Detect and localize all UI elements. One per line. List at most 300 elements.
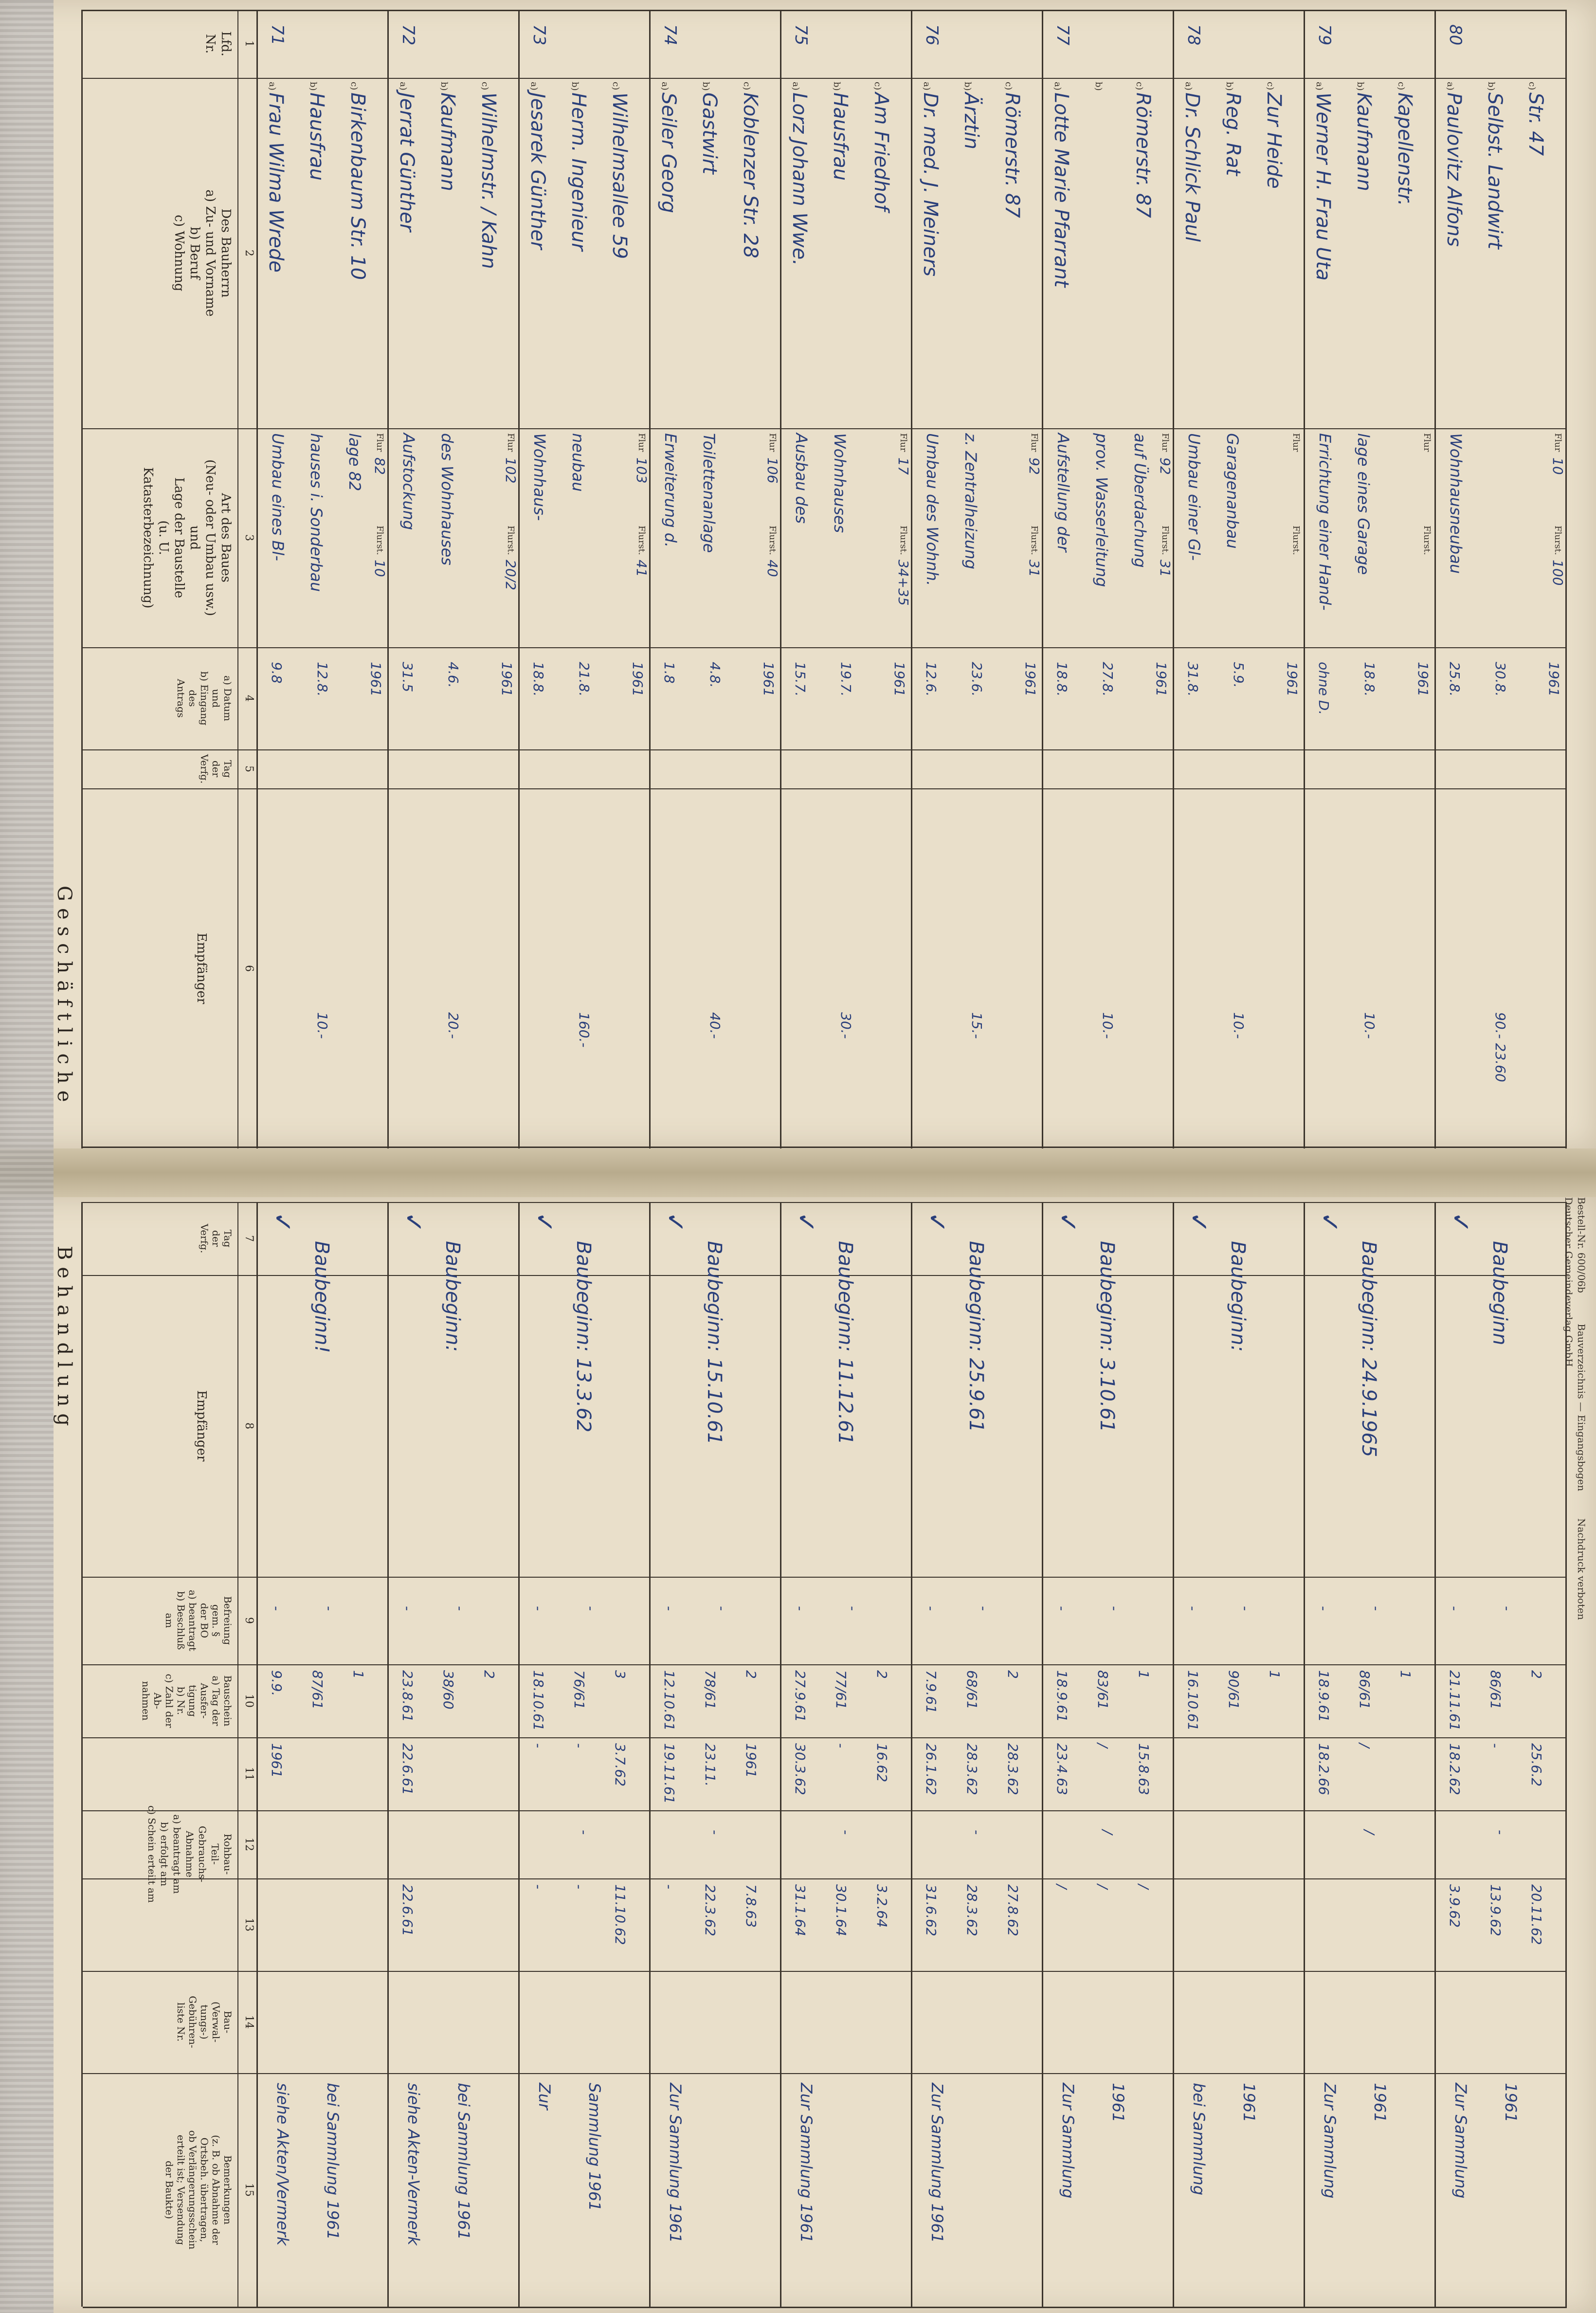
- header-col1: Lfd.: [218, 31, 233, 56]
- bauschein: 76/61: [571, 1670, 588, 1710]
- field-letter: b): [1224, 82, 1235, 91]
- rohbau-abnahme: 28.3.62: [964, 1743, 980, 1795]
- col-rule-c15: [83, 2073, 1567, 2074]
- gebrauchs-abnahme: 28.3.62: [964, 1884, 980, 1936]
- art-des-baues: Umbau des Wohnh.: [923, 433, 942, 586]
- header-col5: der: [210, 760, 222, 778]
- field-letter: a): [529, 82, 539, 91]
- colnum-rule-right: [237, 1202, 238, 2307]
- header-col14: Gebühren-: [187, 1996, 199, 2048]
- col-number: 5: [243, 765, 255, 772]
- bauherr-b: Selbst. Landwirt: [1484, 92, 1506, 249]
- header-col2: c) Wohnung: [172, 215, 186, 291]
- gebrauchs-abnahme: -: [571, 1884, 588, 1890]
- antrag-datum: 15.7.: [792, 662, 808, 697]
- behandlung-baubeginn: Baubeginn: 11.12.61: [834, 1241, 857, 1445]
- row-rule-right: [256, 1202, 258, 2307]
- teil-abnahme: -: [838, 1830, 854, 1835]
- row-number: 80: [1446, 24, 1465, 46]
- antrag-datum: 9.8: [269, 662, 285, 684]
- bauschein: 18.9.61: [1054, 1670, 1070, 1722]
- col-rule-c3: [83, 428, 1567, 429]
- gebrauchs-abnahme: 22.3.62: [702, 1884, 719, 1936]
- title-behandlung: Behandlung: [53, 1246, 75, 1433]
- rohbau-abnahme: 18.2.62: [1447, 1743, 1463, 1795]
- flurst-value: 40: [764, 560, 780, 577]
- field-letter: a): [1183, 82, 1194, 91]
- flurst-label: Flurst.: [767, 526, 778, 555]
- bauherr-a: Frau Wilma Wrede: [265, 92, 287, 273]
- row-rule-right: [1565, 1202, 1567, 2307]
- antrag-jahr: 1961: [1415, 662, 1431, 697]
- footer-verlag: Deutscher Gemeindeverlag GmbH.: [1563, 1197, 1575, 1370]
- gebrauchs-abnahme: 7.8.63: [743, 1884, 760, 1928]
- flurst-value: 41: [634, 560, 650, 577]
- flur-label: Flur: [767, 433, 778, 452]
- bemerkung: Zur Sammlung 1961: [928, 2083, 946, 2243]
- bauherr-c: Zur Heide: [1263, 92, 1286, 189]
- header-col10: tigung: [187, 1685, 199, 1717]
- bemerkung: Zur Sammlung: [1451, 2083, 1470, 2199]
- bemerkung: siehe Akten/Vermerk: [273, 2083, 292, 2246]
- bemerkung: siehe Akten-Vermerk: [404, 2083, 423, 2245]
- teil-abnahme: /: [1100, 1830, 1116, 1835]
- header-col3: Art des Baues: [218, 493, 233, 583]
- check-mark: ✓: [529, 1212, 559, 1233]
- field-letter: a): [1445, 82, 1455, 91]
- flurst-value: 34+35: [895, 560, 911, 606]
- antrag-eingang: 4.8.: [707, 662, 724, 688]
- befreiung: -: [1447, 1606, 1463, 1611]
- bauherr-c: Str. 47: [1524, 92, 1547, 156]
- flurst-value: 31: [1026, 560, 1042, 577]
- flurst-label: Flurst.: [898, 526, 908, 555]
- art-des-baues: Umbau einer Gl-: [1185, 433, 1203, 561]
- bauherr-a: Lorz Johann Wwe.: [788, 92, 811, 266]
- flurst-label: Flurst.: [1291, 526, 1301, 555]
- art-des-baues: Errichtung einer Hand-: [1316, 433, 1334, 611]
- row-number: 78: [1184, 24, 1203, 46]
- rohbau-abnahme: /: [1357, 1743, 1373, 1748]
- bauschein: 86/61: [1487, 1670, 1504, 1710]
- bauschein: 78/61: [702, 1670, 719, 1710]
- field-letter: c): [349, 82, 360, 91]
- rohbau-abnahme: 23.11.: [702, 1743, 719, 1787]
- field-letter: b): [962, 82, 973, 91]
- befreiung: -: [1185, 1606, 1201, 1611]
- bauherr-b: Ärztin: [960, 92, 983, 149]
- befreiung: -: [923, 1606, 939, 1611]
- bauherr-a: Dr. Schlick Paul: [1181, 92, 1203, 242]
- bauherr-b: Kaufmann: [1353, 92, 1376, 191]
- col-rule-c13: [83, 1878, 1567, 1879]
- header-col9: a) beantragt: [187, 1590, 199, 1651]
- art-des-baues: Umbau eines Bl-: [269, 433, 287, 561]
- teil-abnahme: -: [969, 1830, 985, 1835]
- header-col15: (z. B. ob Abnahme der: [210, 2135, 222, 2245]
- gebrauchs-abnahme: 27.8.62: [1005, 1884, 1021, 1936]
- check-mark: ✓: [399, 1212, 428, 1233]
- rohbau-abnahme: /: [1095, 1743, 1111, 1748]
- befreiung: -: [661, 1606, 677, 1611]
- bauherr-c: Koblenzer Str. 28: [739, 92, 762, 258]
- gebrauchs-abnahme: 31.1.64: [792, 1884, 808, 1936]
- rohbau-abnahme: -: [530, 1743, 546, 1748]
- row-rule: [1434, 10, 1436, 1148]
- flurst-value: 20/2: [503, 560, 519, 590]
- check-mark: ✓: [660, 1212, 689, 1233]
- row-number: 71: [268, 24, 287, 46]
- bauschein: 77/61: [833, 1670, 850, 1710]
- antrag-datum: 18.8.: [530, 662, 546, 697]
- row-number: 74: [660, 24, 680, 46]
- check-mark: ✓: [1315, 1212, 1344, 1233]
- field-letter: a): [398, 82, 408, 91]
- bemerkung: 1961: [1109, 2083, 1128, 2123]
- befreiung: -: [530, 1606, 546, 1611]
- header-col1: Nr.: [203, 34, 218, 54]
- header-col15: der Baukte): [163, 2161, 175, 2219]
- rohbau-abnahme: 28.3.62: [1005, 1743, 1021, 1795]
- bauschein: 18.9.61: [1316, 1670, 1332, 1722]
- empfaenger-betrag: 90.- 23.60: [1492, 1012, 1509, 1082]
- bauherr-a: Seiler Georg: [657, 92, 680, 213]
- row-rule: [649, 10, 651, 1148]
- befreiung: -: [844, 1606, 861, 1611]
- header-col3: und: [187, 525, 202, 550]
- flurst-label: Flurst.: [375, 526, 385, 555]
- befreiung: -: [1054, 1606, 1070, 1611]
- teil-abnahme: -: [707, 1830, 724, 1835]
- field-letter: b): [570, 82, 580, 91]
- col-number: 1: [243, 40, 255, 47]
- flur-value: 103: [634, 457, 650, 484]
- row-rule: [256, 10, 258, 1148]
- empfaenger-betrag: 10.-: [1231, 1012, 1247, 1039]
- field-letter: a): [1052, 82, 1063, 91]
- gebrauchs-abnahme: 20.11.62: [1528, 1884, 1545, 1945]
- field-letter: b): [832, 82, 842, 91]
- gebrauchs-abnahme: 3.2.64: [874, 1884, 890, 1928]
- antrag-datum: 1.8: [661, 662, 677, 684]
- flur-label: Flur: [375, 433, 385, 452]
- rohbau-abnahme: 1961: [743, 1743, 760, 1778]
- art-des-baues: Garagenanbau: [1223, 433, 1242, 549]
- bauschein: 21.11.61: [1447, 1670, 1463, 1731]
- flurst-label: Flurst.: [636, 526, 647, 555]
- flur-label: Flur: [1029, 433, 1039, 452]
- gebrauchs-abnahme: -: [530, 1884, 546, 1890]
- bauherr-c: Wilhelmsallee 59: [608, 92, 631, 259]
- flur-label: Flur: [1422, 433, 1432, 452]
- bemerkung: Zur: [535, 2083, 554, 2110]
- antrag-jahr: 1961: [1284, 662, 1300, 697]
- field-letter: c): [611, 82, 621, 91]
- art-des-baues: hauses i. Sonderbau: [307, 433, 326, 592]
- art-des-baues: Aufstockung: [399, 433, 418, 530]
- rohbau-abnahme: 25.6.2: [1528, 1743, 1545, 1787]
- col-rule-c8: [83, 1275, 1567, 1276]
- bauherr-b: Gastwirt: [698, 92, 721, 174]
- flur-value: 92: [1026, 457, 1042, 475]
- row-rule-right: [911, 1202, 912, 2307]
- empfaenger-betrag: 15.-: [969, 1012, 985, 1039]
- befreiung: -: [1368, 1606, 1384, 1611]
- bauherr-c: Römerstr. 87: [1132, 92, 1155, 218]
- bemerkung: bei Sammlung 1961: [324, 2083, 343, 2240]
- bauschein: 83/61: [1095, 1670, 1111, 1710]
- bauschein: 2: [874, 1670, 890, 1679]
- header-top-rule-right: [81, 1202, 83, 2307]
- header-col10: b) Nr.: [175, 1686, 187, 1715]
- header-col14: liste Nr.: [175, 2002, 187, 2042]
- bauschein: 7.9.61: [923, 1670, 939, 1714]
- flur-value: 102: [503, 457, 519, 484]
- bauschein: 2: [1005, 1670, 1021, 1679]
- header-col7: Verfg.: [199, 1223, 210, 1254]
- field-letter: b): [1093, 82, 1104, 91]
- field-letter: b): [701, 82, 711, 91]
- gebrauchs-abnahme: /: [1136, 1884, 1152, 1889]
- header-top-rule: [81, 10, 83, 1148]
- bauschein: 38/60: [440, 1670, 457, 1710]
- field-letter: c): [1527, 82, 1538, 91]
- bauschein: 2: [743, 1670, 760, 1679]
- header-col14: (Verwal-: [210, 2001, 222, 2042]
- check-mark: ✓: [791, 1212, 820, 1233]
- antrag-eingang: 30.8.: [1492, 662, 1509, 697]
- title-geschaeftliche: Geschäftliche: [53, 886, 75, 1109]
- antrag-datum: 12.6.: [923, 662, 939, 697]
- col-number: 11: [243, 1767, 255, 1781]
- gebrauchs-abnahme: 13.9.62: [1487, 1884, 1504, 1936]
- art-des-baues: des Wohnhauses: [438, 433, 457, 565]
- empfaenger-betrag: 10.-: [1100, 1012, 1116, 1039]
- col-rule-c9: [83, 1577, 1567, 1578]
- bauschein: 2: [1528, 1670, 1545, 1679]
- header-col5: Verfg.: [199, 754, 210, 784]
- bemerkung: Zur Sammlung 1961: [666, 2083, 685, 2243]
- check-mark: ✓: [1184, 1212, 1213, 1233]
- bauherr-c: Wilhelmstr. / Kahn: [477, 92, 500, 269]
- col-number: 14: [243, 2015, 255, 2029]
- row-rule: [1042, 10, 1043, 1148]
- gebrauchs-abnahme: 30.1.64: [833, 1884, 850, 1936]
- row-rule-right: [518, 1202, 520, 2307]
- col-number: 7: [243, 1235, 255, 1242]
- row-number: 76: [922, 24, 942, 46]
- row-number: 79: [1315, 24, 1334, 46]
- bauschein: 86/61: [1357, 1670, 1373, 1710]
- rohbau-abnahme: 26.1.62: [923, 1743, 939, 1795]
- header-abnahme: c) Schein erteilt am: [146, 1805, 158, 1903]
- col-rule-c12: [83, 1810, 1567, 1811]
- befreiung: -: [713, 1606, 730, 1611]
- flur-value: 10: [1550, 457, 1566, 475]
- bauschein: 18.10.61: [530, 1670, 546, 1731]
- bemerkung: bei Sammlung: [1190, 2083, 1208, 2196]
- bemerkung: Zur Sammlung 1961: [797, 2083, 816, 2243]
- header-col4: und: [210, 689, 222, 708]
- bauherr-a: Lotte Marie Pfarrant: [1050, 92, 1072, 288]
- header-col3: (u. U.: [156, 520, 171, 555]
- bauschein: 90/61: [1226, 1670, 1242, 1710]
- befreiung: -: [399, 1606, 416, 1611]
- gebrauchs-abnahme: 3.9.62: [1447, 1884, 1463, 1928]
- bauherr-c: Am Friedhof: [870, 92, 893, 211]
- header-col10: nahmen: [140, 1681, 152, 1721]
- gebrauchs-abnahme: 11.10.62: [612, 1884, 629, 1945]
- gebrauchs-abnahme: /: [1054, 1884, 1070, 1889]
- gebrauchs-abnahme: 22.6.61: [399, 1884, 416, 1936]
- bauherr-a: Paulovitz Alfons: [1443, 92, 1465, 247]
- col-rule-c10: [83, 1664, 1567, 1665]
- row-rule: [780, 10, 781, 1148]
- field-letter: c): [872, 82, 883, 91]
- flurst-label: Flurst.: [506, 526, 516, 555]
- header-col14: Bau-: [222, 2010, 234, 2034]
- antrag-eingang: 4.6.: [445, 662, 462, 688]
- bauschein: 27.9.61: [792, 1670, 808, 1722]
- col-number: 4: [243, 695, 255, 702]
- flurst-value: 100: [1550, 560, 1566, 586]
- rohbau-abnahme: 15.8.63: [1136, 1743, 1152, 1795]
- bauschein: 1: [1397, 1670, 1414, 1679]
- flur-value: 92: [1157, 457, 1173, 475]
- befreiung: -: [1106, 1606, 1123, 1611]
- header-col4: a) Datum: [222, 675, 234, 721]
- field-letter: c): [480, 82, 490, 91]
- header-col2: Des Bauherrn: [218, 208, 233, 298]
- field-letter: a): [791, 82, 801, 91]
- header-col9: am: [163, 1613, 175, 1628]
- flur-label: Flur: [1160, 433, 1170, 452]
- art-des-baues: Aufstellung der: [1054, 433, 1072, 552]
- field-letter: b): [1355, 82, 1366, 91]
- bauherr-c: Römerstr. 87: [1001, 92, 1024, 218]
- rohbau-abnahme: 30.3.62: [792, 1743, 808, 1795]
- bemerkung: Zur Sammlung: [1059, 2083, 1077, 2199]
- bemerkung: 1961: [1371, 2083, 1390, 2123]
- field-letter: a): [922, 82, 932, 91]
- flur-label: Flur: [506, 433, 516, 452]
- rohbau-abnahme: 3.7.62: [612, 1743, 629, 1787]
- flur-value: 106: [764, 457, 780, 484]
- antrag-jahr: 1961: [630, 662, 646, 697]
- col-number: 3: [243, 534, 255, 541]
- gebrauchs-abnahme: /: [1095, 1884, 1111, 1889]
- field-letter: b): [439, 82, 450, 91]
- befreiung: -: [452, 1606, 468, 1611]
- header-col4: b) Eingang: [199, 671, 210, 726]
- bauschein: 12.10.61: [661, 1670, 677, 1731]
- header-abnahme: a) beantragt am: [171, 1814, 183, 1894]
- antrag-eingang: 18.8.: [1361, 662, 1378, 697]
- art-des-baues: auf Überdachung: [1131, 433, 1150, 568]
- teil-abnahme: /: [1361, 1830, 1378, 1835]
- col-number: 8: [243, 1422, 255, 1429]
- art-des-baues: Wohnhauses: [831, 433, 850, 533]
- antrag-datum: ohne D.: [1316, 662, 1332, 715]
- befreiung: -: [1316, 1606, 1332, 1611]
- col-rule-end-left: [83, 1147, 1567, 1148]
- field-letter: b): [1486, 82, 1497, 91]
- header-col14: tungs-): [199, 2004, 210, 2040]
- art-des-baues: neubau: [569, 433, 588, 492]
- row-rule-right: [1304, 1202, 1305, 2307]
- empfaenger-betrag: 160.-: [576, 1012, 593, 1048]
- header-col15: ob Verlängerungsschein: [187, 2130, 199, 2250]
- antrag-eingang: 19.7.: [838, 662, 854, 697]
- row-rule: [387, 10, 389, 1148]
- antrag-jahr: 1961: [891, 662, 907, 697]
- header-col15: Bemerkungen: [222, 2155, 234, 2225]
- col-rule-c5: [83, 749, 1567, 750]
- col-number: 13: [243, 1918, 255, 1931]
- header-col10: c) Zahl der: [163, 1674, 175, 1728]
- flur-value: 82: [372, 457, 388, 475]
- header-col3: (Neu- oder Umbau usw.): [203, 459, 218, 616]
- bauherr-a: Jesarek Günther: [526, 92, 549, 250]
- col-number: 12: [243, 1838, 255, 1851]
- teil-abnahme: -: [576, 1830, 593, 1835]
- bauschein: 1: [1136, 1670, 1152, 1679]
- antrag-eingang: 5.9.: [1231, 662, 1247, 688]
- empfaenger-betrag: 40.-: [707, 1012, 724, 1039]
- art-des-baues: z. Zentralheizung: [961, 433, 980, 569]
- header-abnahme: b) erfolgt am: [159, 1821, 170, 1887]
- flur-label: Flur: [636, 433, 647, 452]
- header-col2: a) Zu- und Vorname: [203, 189, 218, 317]
- behandlung-baubeginn: Baubeginn: 25.9.61: [965, 1241, 988, 1433]
- behandlung-baubeginn: Baubeginn: 15.10.61: [703, 1241, 726, 1445]
- art-des-baues: prov. Wasserleitung: [1092, 433, 1111, 587]
- rohbau-abnahme: 18.2.66: [1316, 1743, 1332, 1795]
- header-col3: Katasterbezeichnung): [141, 467, 155, 609]
- flurst-label: Flurst.: [1029, 526, 1039, 555]
- rohbau-abnahme: -: [833, 1743, 850, 1748]
- col-number: 9: [243, 1617, 255, 1624]
- row-rule-right: [649, 1202, 651, 2307]
- header-col9: gem. §: [210, 1604, 222, 1637]
- row-number: 73: [529, 24, 549, 46]
- bauherr-b: Hausfrau: [306, 92, 328, 181]
- header-col7: Tag: [222, 1229, 234, 1248]
- header-col9: Befreiung: [222, 1596, 234, 1645]
- antrag-jahr: 1961: [368, 662, 384, 697]
- behandlung-baubeginn: Baubeginn: 3.10.61: [1096, 1241, 1119, 1433]
- behandlung-baubeginn: Baubeginn!: [310, 1241, 333, 1353]
- befreiung: -: [792, 1606, 808, 1611]
- antrag-jahr: 1961: [499, 662, 515, 697]
- header-col15: Ortsbeh. übertragen,: [199, 2137, 210, 2242]
- bauschein: 1: [1267, 1670, 1283, 1679]
- field-letter: a): [1314, 82, 1324, 91]
- antrag-datum: 18.8.: [1054, 662, 1070, 697]
- field-letter: c): [1003, 82, 1014, 91]
- col-rule-end-right: [83, 2307, 1567, 2308]
- befreiung: -: [1237, 1606, 1253, 1611]
- header-col9: b) Beschluß: [175, 1591, 187, 1650]
- header-col4: des: [187, 690, 199, 707]
- rohbau-abnahme: 19.11.61: [661, 1743, 677, 1804]
- art-des-baues: Wohnhaus-: [530, 433, 549, 521]
- col-rule-c11: [83, 1737, 1567, 1738]
- flur-label: Flur: [898, 433, 908, 452]
- bauschein: 23.8.61: [399, 1670, 416, 1722]
- flur-label: Flur: [1553, 433, 1563, 452]
- check-mark: ✓: [1446, 1212, 1475, 1233]
